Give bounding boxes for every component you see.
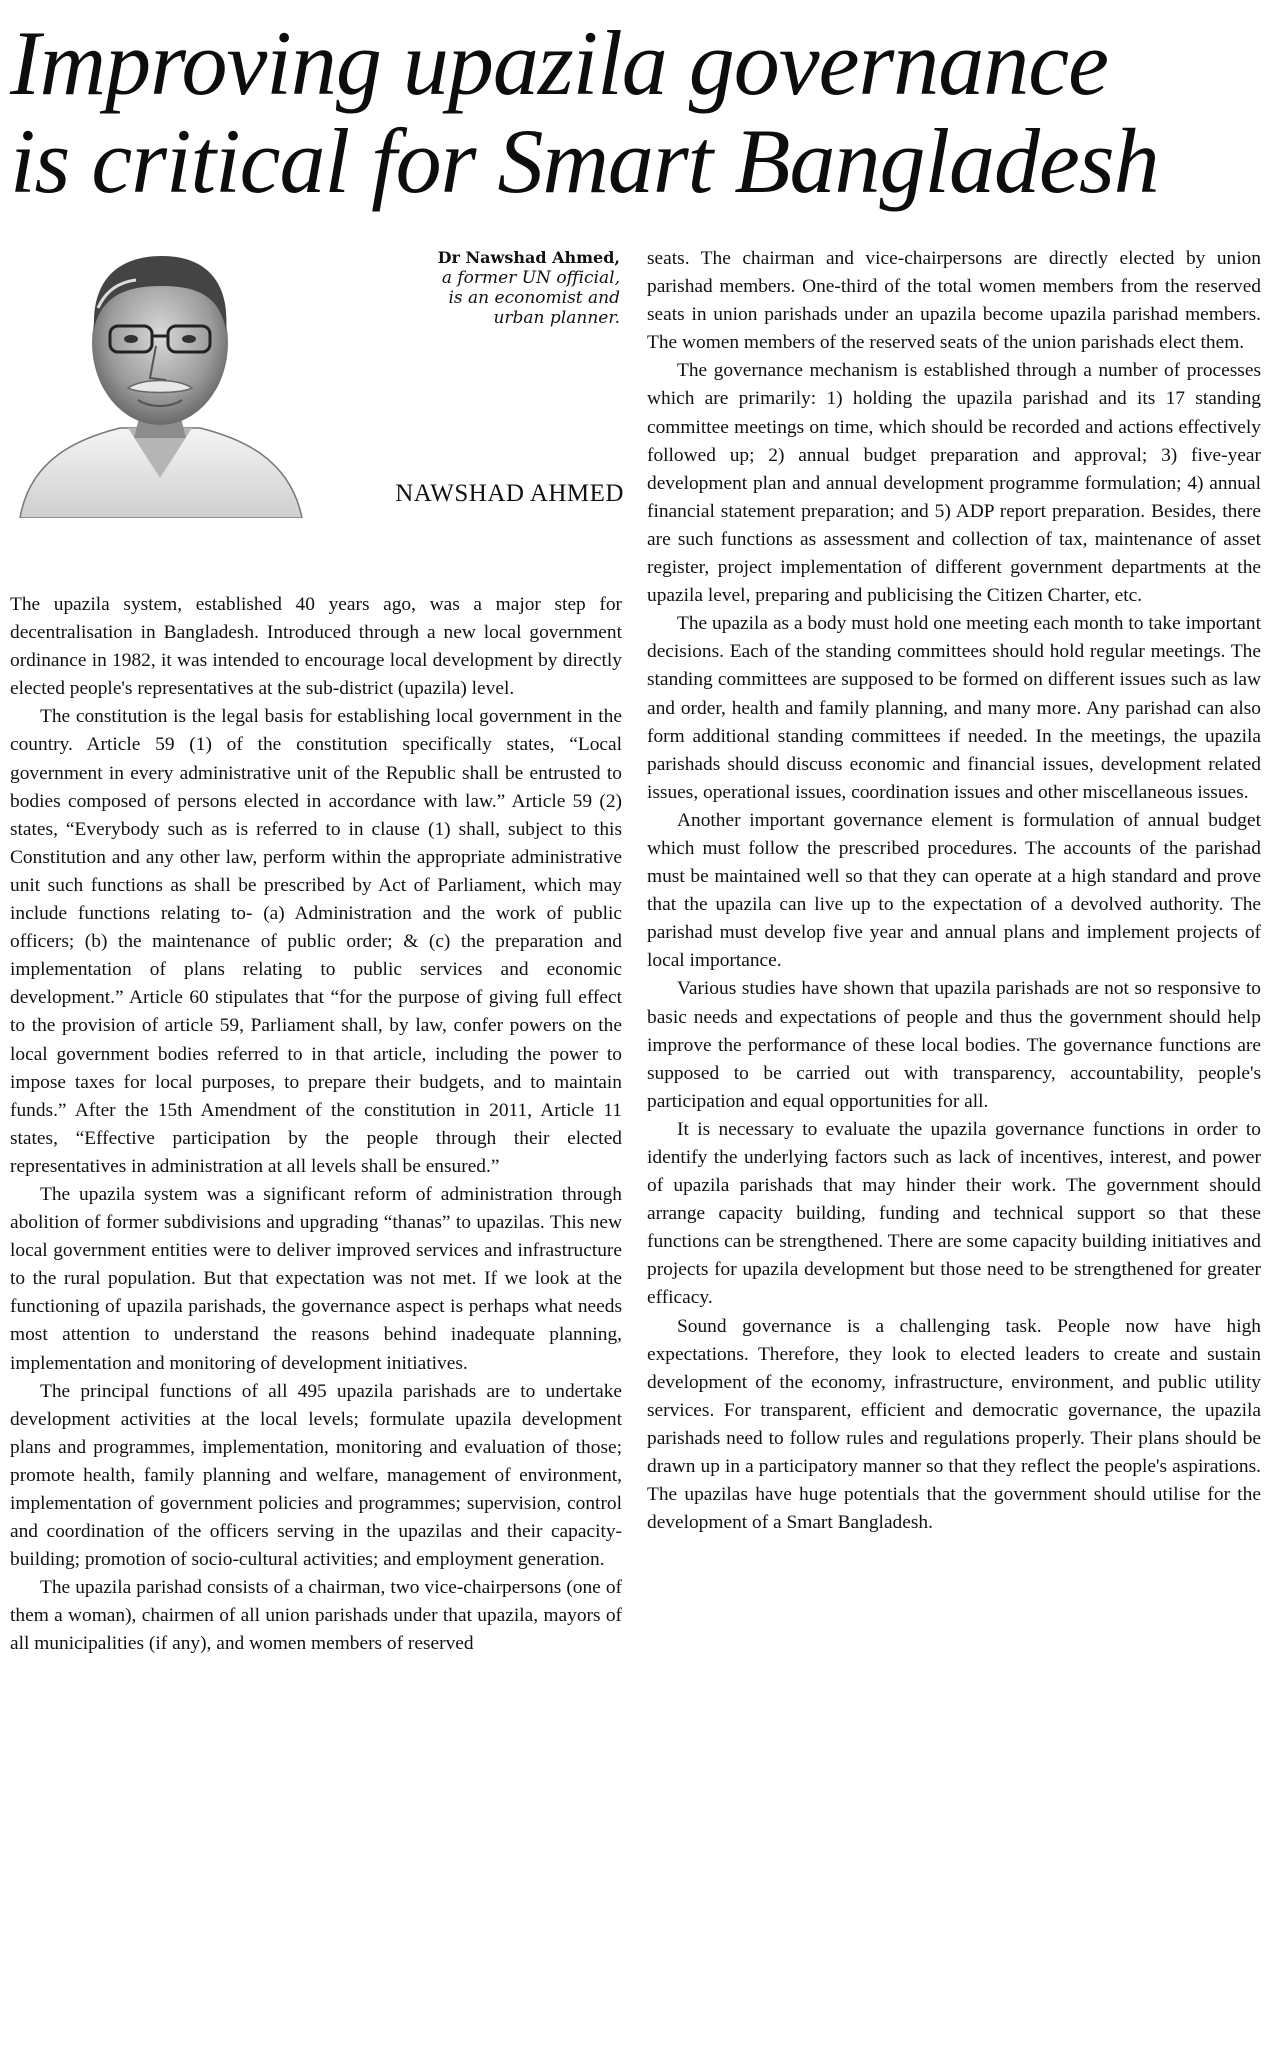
byline: NAWSHAD AHMED (395, 480, 624, 507)
article-column-left (10, 591, 622, 1659)
headline-line-1: Improving upazila governance (10, 12, 1108, 114)
paragraph: The constitution is the legal basis for establishing local government in the country. Article 59 (1) of the constitution specifically states, “Local government in every administrative unit of the Republic shall be entrusted to bodies composed of persons elected in accordance with law.” Article 59 (2) states, “Everybody such as is referred to in clause (1) shall, subject to this Constitution and any other law, perform within the appropriate administrative unit such functions as shall be prescribed by Act of Parliament, which may include functions relating to- (a) Administration and the work of public officers; (b) the maintenance of public order; & (c) the preparation and implementation of plans relating to public services and economic development.” Article 60 stipulates that “for the purpose of giving full effect to the provision of article 59, Parliament shall, by law, confer powers on the local government bodies referred to in that article, including the power to impose taxes for local purposes, to prepare their budgets, and to maintain funds.” After the 15th Amendment of the constitution in 2011, Article 11 states, “Effective participation by the people through their elected representatives in administration at all levels shall be ensured.” (10, 706, 622, 1177)
paragraph: It is necessary to evaluate the upazila governance functions in order to identify the underlying factors such as lack of incentives, interest, and power of upazila parishads that may hinder their work. The government should arrange capacity building, funding and technical support so that these functions can be strengthened. There are some capacity building initiatives and projects for upazila development but those need to be strengthened for greater efficacy. (647, 1118, 1261, 1309)
author-portrait (10, 238, 310, 518)
author-desc-3: urban planner. (493, 308, 620, 328)
paragraph: Another important governance element is formulation of annual budget which must follow the prescribed procedures. The accounts of the parishad must be maintained well so that they can operate at a high standard and prove that the upazila can live up to the expectation of a devolved authority. The parishad must develop five year and annual plans and implement projects of local importance. (647, 809, 1261, 972)
author-name: Dr Nawshad Ahmed, (437, 248, 620, 267)
headline (10, 14, 1260, 210)
paragraph: Various studies have shown that upazila parishads are not so responsive to basic needs and expectations of people and thus the government should help improve the performance of these local bodies. The governance functions are supposed to be carried out with transparency, accountability, people's participation and equal opportunities for all. (647, 978, 1261, 1112)
paragraph: The upazila parishad consists of a chairman, two vice-chairpersons (one of them a woman), chairmen of all union parishads under that upazila, mayors of all municipalities (if any), and women members of reserved (10, 1577, 622, 1655)
author-desc-2: is an economist and (448, 288, 620, 308)
paragraph: The upazila system was a significant reform of administration through abolition of former subdivisions and upgrading “thanas” to upazilas. This new local government entities were to deliver improved services and infrastructure to the rural population. But that expectation was not met. If we look at the functioning of upazila parishads, the governance aspect is perhaps what needs most attention to understand the reasons behind inadequate planning, implementation and monitoring of development initiatives. (10, 1183, 622, 1374)
paragraph: The upazila as a body must hold one meeting each month to take important decisions. Each of the standing committees should hold regular meetings. The standing committees are supposed to be formed on different issues such as law and order, health and family planning, and many more. Any parishad can also form additional standing committees if needed. In the meetings, the upazila parishads should discuss economic and financial issues, development related issues, operational issues, coordination issues and other miscellaneous issues. (647, 613, 1261, 803)
author-box (10, 238, 624, 518)
paragraph: The upazila system, established 40 years ago, was a major step for decentralisation in Bangladesh. Introduced through a new local government ordinance in 1982, it was intended to encourage local development by directly elected people's representatives at the sub-district (upazila) level. (10, 594, 622, 700)
headline-line-2: is critical for Smart Bangladesh (10, 110, 1159, 212)
paragraph: The principal functions of all 495 upazila parishads are to undertake development activities at the local levels; formulate upazila development plans and programmes, implementation, monitoring and evaluation of those; promote health, family planning and welfare, management of environment, implementation of government policies and programmes; supervision, control and coordination of the officers serving in the upazilas and their capacity-building; promotion of socio-cultural activities; and employment generation. (10, 1380, 622, 1571)
article-column-right (647, 245, 1261, 1537)
paragraph: Sound governance is a challenging task. People now have high expectations. Therefore, they look to elected leaders to create and sustain development of the economy, infrastructure, environment, and public utility services. For transparent, efficient and democratic governance, the upazila parishads need to follow rules and regulations properly. Their plans should be drawn up in a participatory manner so that they reflect the people's aspirations. The upazilas have huge potentials that the government should utilise for the development of a Smart Bangladesh. (647, 1315, 1261, 1534)
paragraph: seats. The chairman and vice-chairpersons are directly elected by union parishad members. One-third of the total women members from the reserved seats in union parishads under an upazila become upazila parishad members. The women members of the reserved seats of the union parishads elect them. (647, 248, 1261, 354)
author-desc-1: a former UN official, (441, 268, 620, 288)
paragraph: The governance mechanism is established through a number of processes which are primarily: 1) holding the upazila parishad and its 17 standing committee meetings on time, which should be recorded and actions effectively followed up; 2) annual budget preparation and approval; 3) five-year development plan and annual development programme formulation; 4) annual financial statement preparation; and 5) ADP report preparation. Besides, there are such functions as assessment and collection of tax, maintenance of asset register, project implementation of different government departments at the upazila level, preparing and publicising the Citizen Charter, etc. (647, 360, 1261, 607)
author-note (350, 248, 620, 328)
